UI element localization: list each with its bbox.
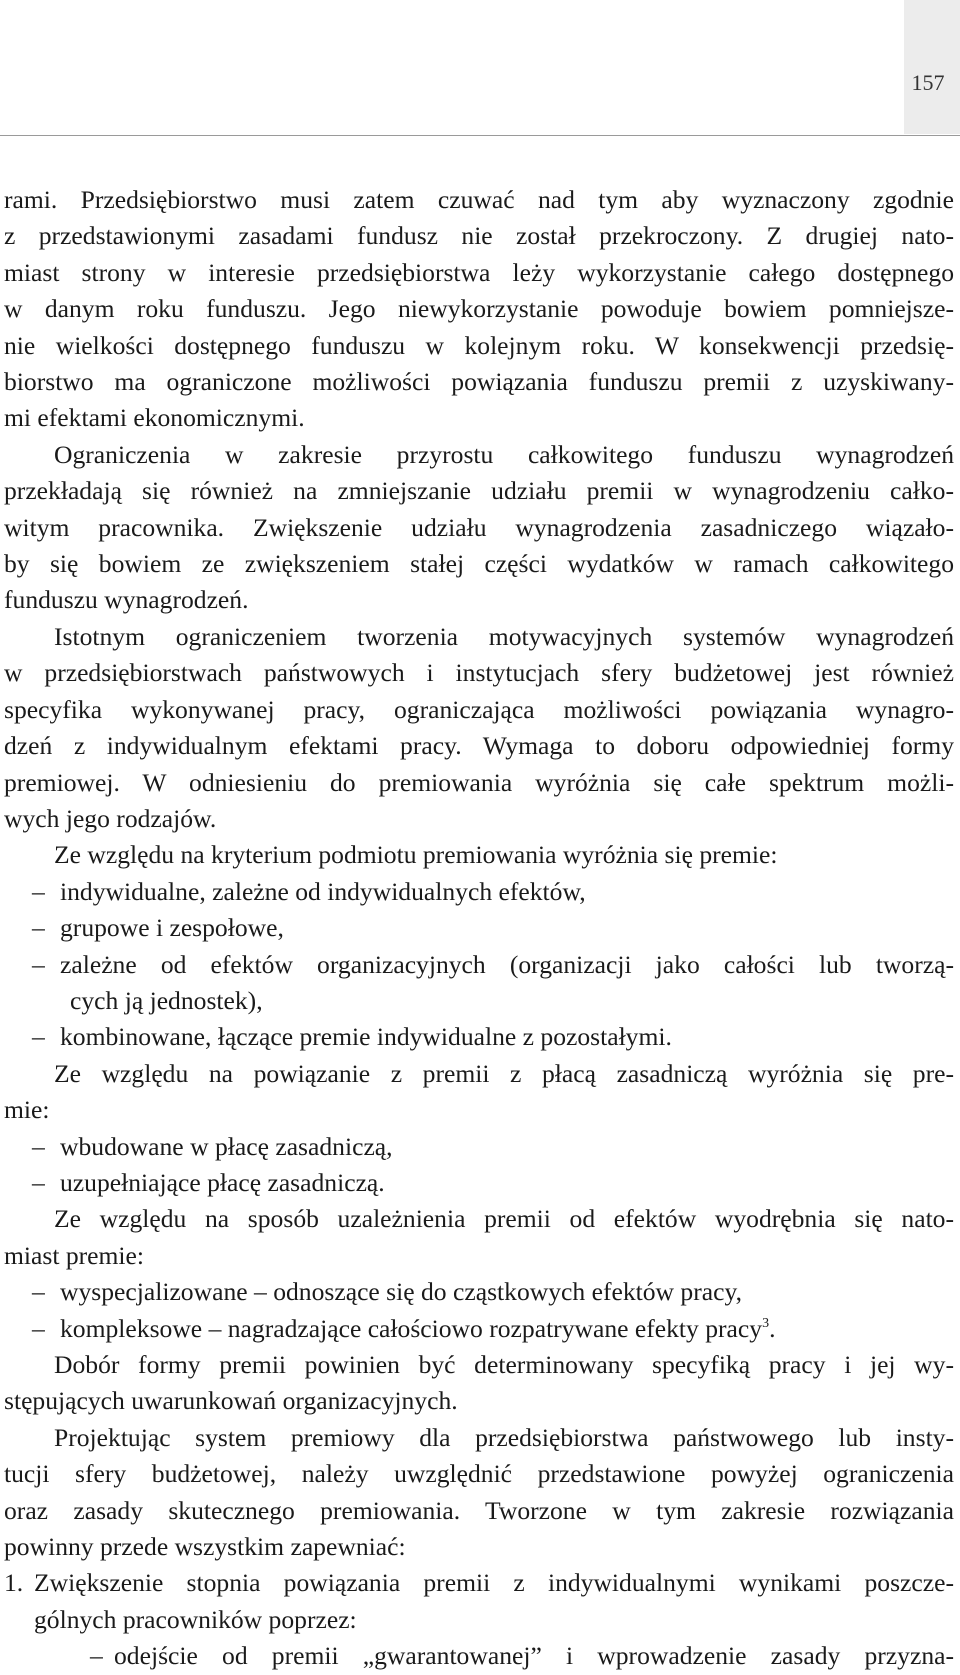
dash-bullet: – xyxy=(32,1022,45,1052)
dash-bullet: – xyxy=(32,1167,45,1197)
list-item-text: kompleksowe – nagradzające całościowo rozpatrywane efekty pracy xyxy=(60,1313,763,1343)
list-item-text: Zwiększenie stopnia powiązania premii z indywidualnymi wynikami poszcze- xyxy=(34,1568,954,1598)
text-line: nie wielkości dostępnego funduszu w kolejnym roku. W konsekwencji przedsię- xyxy=(4,330,954,360)
list-item-text: grupowe i zespołowe, xyxy=(60,913,284,943)
list-item-text: wyspecjalizowane – odnoszące się do cząstkowych efektów pracy, xyxy=(60,1277,742,1307)
sub-list-item xyxy=(4,1638,954,1674)
footnote-mark: 3 xyxy=(762,1315,770,1331)
paragraph-1 xyxy=(4,182,954,437)
text-line: Istotnym ograniczeniem tworzenia motywacyjnych systemów wynagrodzeń xyxy=(54,621,954,651)
paragraph-4 xyxy=(4,837,954,873)
list-item-continuation: gólnych pracowników poprzez: xyxy=(34,1604,357,1634)
numbered-list-item xyxy=(4,1565,954,1638)
text-line: tucji sfery budżetowej, należy uwzględnić przedstawione powyżej ograniczenia xyxy=(4,1459,954,1489)
paragraph-6 xyxy=(4,1201,954,1274)
text-line: biorstwo ma ograniczone możliwości powiązania funduszu premii z uzyskiwany- xyxy=(4,367,954,397)
dash-bullet: – xyxy=(32,1277,45,1307)
text-line: Ograniczenia w zakresie przyrostu całkowitego funduszu wynagrodzeń xyxy=(54,439,954,469)
list-item xyxy=(4,1274,954,1310)
list-item-text: uzupełniające płacę zasadniczą. xyxy=(60,1167,385,1197)
text-line: Ze względu na sposób uzależnienia premii od efektów wyodrębnia się nato- xyxy=(54,1204,954,1234)
dash-bullet: – xyxy=(32,949,45,979)
text-line: mi efektami ekonomicznymi. xyxy=(4,403,305,433)
list-item xyxy=(4,874,954,910)
list-item xyxy=(4,910,954,946)
list-item xyxy=(4,1165,954,1201)
text-line: by się bowiem ze zwiększeniem stałej części wydatków w ramach całkowitego xyxy=(4,549,954,579)
dash-bullet: – xyxy=(32,876,45,906)
list-item-text-with-footnote xyxy=(60,1311,954,1347)
paragraph-8 xyxy=(4,1420,954,1566)
text-line: Ze względu na powiązanie z premii z płacą zasadniczą wyróżnia się pre- xyxy=(54,1058,954,1088)
list-item-text: zależne od efektów organizacyjnych (organizacji jako całości lub tworzą- xyxy=(60,949,954,979)
text-line: witym pracownika. Zwiększenie udziału wynagrodzenia zasadniczego wiązało- xyxy=(4,512,954,542)
text-line: stępujących uwarunkowań organizacyjnych. xyxy=(4,1386,458,1416)
dash-bullet: – xyxy=(90,1641,103,1671)
text-line: przekładają się również na zmniejszanie udziału premii w wynagrodzeniu całko- xyxy=(4,476,954,506)
body-text xyxy=(4,182,954,1675)
text-line: Projektując system premiowy dla przedsiębiorstwa państwowego lub insty- xyxy=(54,1422,954,1452)
list-item xyxy=(4,1129,954,1165)
text-line: premiowej. W odniesieniu do premiowania wyróżnia się całe spektrum możli- xyxy=(4,767,954,797)
text-line: oraz zasady skutecznego premiowania. Tworzone w tym zakresie rozwiązania xyxy=(4,1495,954,1525)
list-item xyxy=(4,947,954,1020)
text-line: miast premie: xyxy=(4,1240,145,1270)
text-line: wych jego rodzajów. xyxy=(4,803,217,833)
text-line: funduszu wynagrodzeń. xyxy=(4,585,249,615)
list-item xyxy=(4,1311,954,1347)
text-line: rami. Przedsiębiorstwo musi zatem czuwać nad tym aby wyznaczony zgodnie xyxy=(4,185,954,214)
text-line: dzeń z indywidualnym efektami pracy. Wymaga to doboru odpowiedniej formy xyxy=(4,731,954,761)
list-item-end: . xyxy=(769,1313,776,1343)
dash-bullet: – xyxy=(32,1131,45,1161)
text-line: powinny przede wszystkim zapewniać: xyxy=(4,1532,406,1562)
text-line: w przedsiębiorstwach państwowych i instytucjach sfery budżetowej jest również xyxy=(4,658,954,688)
sub-list-item-text: odejście od premii „gwarantowanej” i wprowadzenie zasady przyzna- xyxy=(114,1641,954,1671)
text-line: miast strony w interesie przedsiębiorstwa leży wykorzystanie całego dostępnego xyxy=(4,257,954,287)
paragraph-7 xyxy=(4,1347,954,1420)
text-line: Ze względu na kryterium podmiotu premiowania wyróżnia się premie: xyxy=(54,840,778,870)
header-rule xyxy=(0,135,960,136)
text-line: mie: xyxy=(4,1095,50,1125)
dash-bullet: – xyxy=(32,1313,45,1343)
text-line: w danym roku funduszu. Jego niewykorzystanie powoduje bowiem pomniejsze- xyxy=(4,294,954,324)
list-number: 1. xyxy=(4,1568,24,1598)
list-item-text: indywidualne, zależne od indywidualnych efektów, xyxy=(60,876,586,906)
text-line: z przedstawionymi zasadami fundusz nie został przekroczony. Z drugiej nato- xyxy=(4,221,954,251)
list-item-continuation: cych ją jednostek), xyxy=(70,985,263,1015)
page-number-tab xyxy=(904,0,960,134)
paragraph-2 xyxy=(4,437,954,619)
paragraph-5 xyxy=(4,1056,954,1129)
list-item-text: kombinowane, łączące premie indywidualne z pozostałymi. xyxy=(60,1022,672,1052)
text-line: specyfika wykonywanej pracy, ograniczająca możliwości powiązania wynagro- xyxy=(4,694,954,724)
list-item xyxy=(4,1019,954,1055)
list-item-text: wbudowane w płacę zasadniczą, xyxy=(60,1131,393,1161)
dash-bullet: – xyxy=(32,913,45,943)
page-number: 157 xyxy=(911,70,945,95)
text-line: Dobór formy premii powinien być determinowany specyfiką pracy i jej wy- xyxy=(54,1350,954,1379)
paragraph-3 xyxy=(4,619,954,837)
